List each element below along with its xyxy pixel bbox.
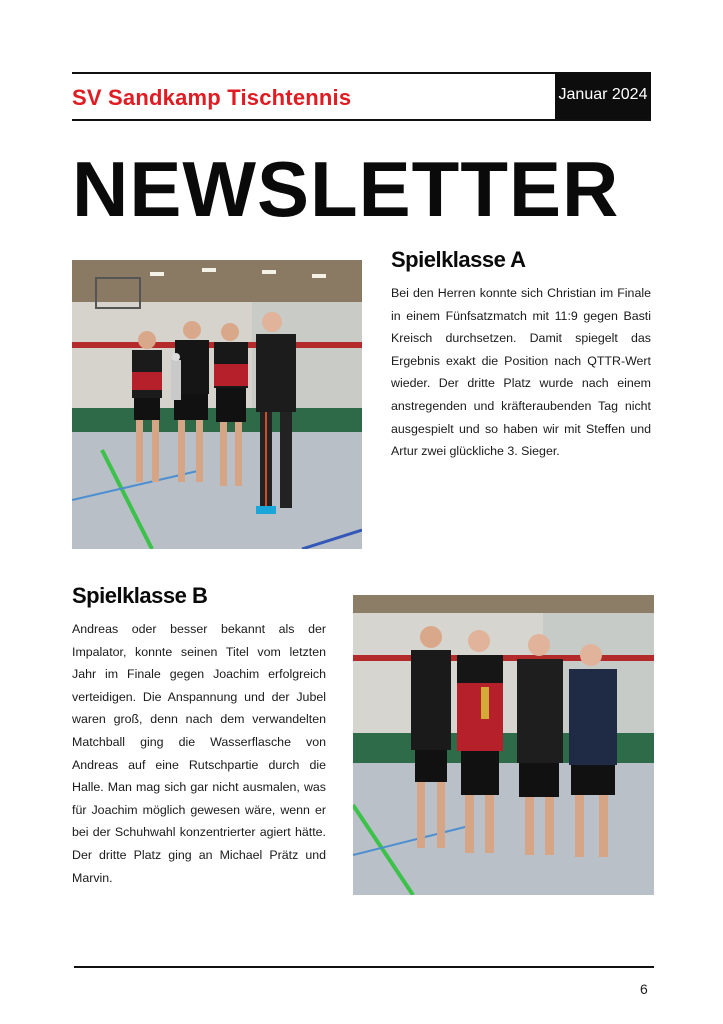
footer-rule <box>74 966 654 968</box>
photo-spielklasse-a <box>72 260 362 549</box>
section-body-spielklasse-b: Andreas oder besser bekannt als der Impalator, konnte seinen Titel vom letzten Jahr im Finale gegen Joachim erfolgreich verteidigen. Die Anspannung und der Jubel waren groß, denn nach dem verwandelten Matchball ging die Wasserflasche von Andreas auf eine Rutschpartie durch die Halle. Man mag sich gar nicht ausmalen, was für Joachim möglich gewesen wäre, wenn er bei der Schuhwahl konzentrierter agiert hätte. Der dritte Platz ging an Michael Prätz und Marvin. <box>72 622 326 885</box>
newsletter-header <box>72 72 651 121</box>
photo-spielklasse-b <box>353 595 654 895</box>
section-title-spielklasse-a: Spielklasse A <box>391 247 526 272</box>
page-number: 6 <box>640 981 648 997</box>
issue-date: Januar 2024 <box>558 85 648 103</box>
club-name: SV Sandkamp Tischtennis <box>72 85 352 110</box>
section-title-spielklasse-b: Spielklasse B <box>72 583 208 608</box>
newsletter-title: NEWSLETTER <box>72 145 620 233</box>
header-bottom-rule <box>72 119 651 121</box>
section-body-spielklasse-a: Bei den Herren konnte sich Christian im Finale in einem Fünfsatzmatch mit 11:9 gegen Basti Kreisch durchsetzen. Damit spiegelt das Ergebnis exakt die Position nach QTTR-Wert wieder. Der dritte Platz wurde nach einem anstregenden und kräfteraubenden Tag nicht ausgespielt und so haben wir mit Steffen und Artur zwei glückliche 3. Sieger. <box>391 286 651 459</box>
issue-date-box <box>555 72 651 121</box>
